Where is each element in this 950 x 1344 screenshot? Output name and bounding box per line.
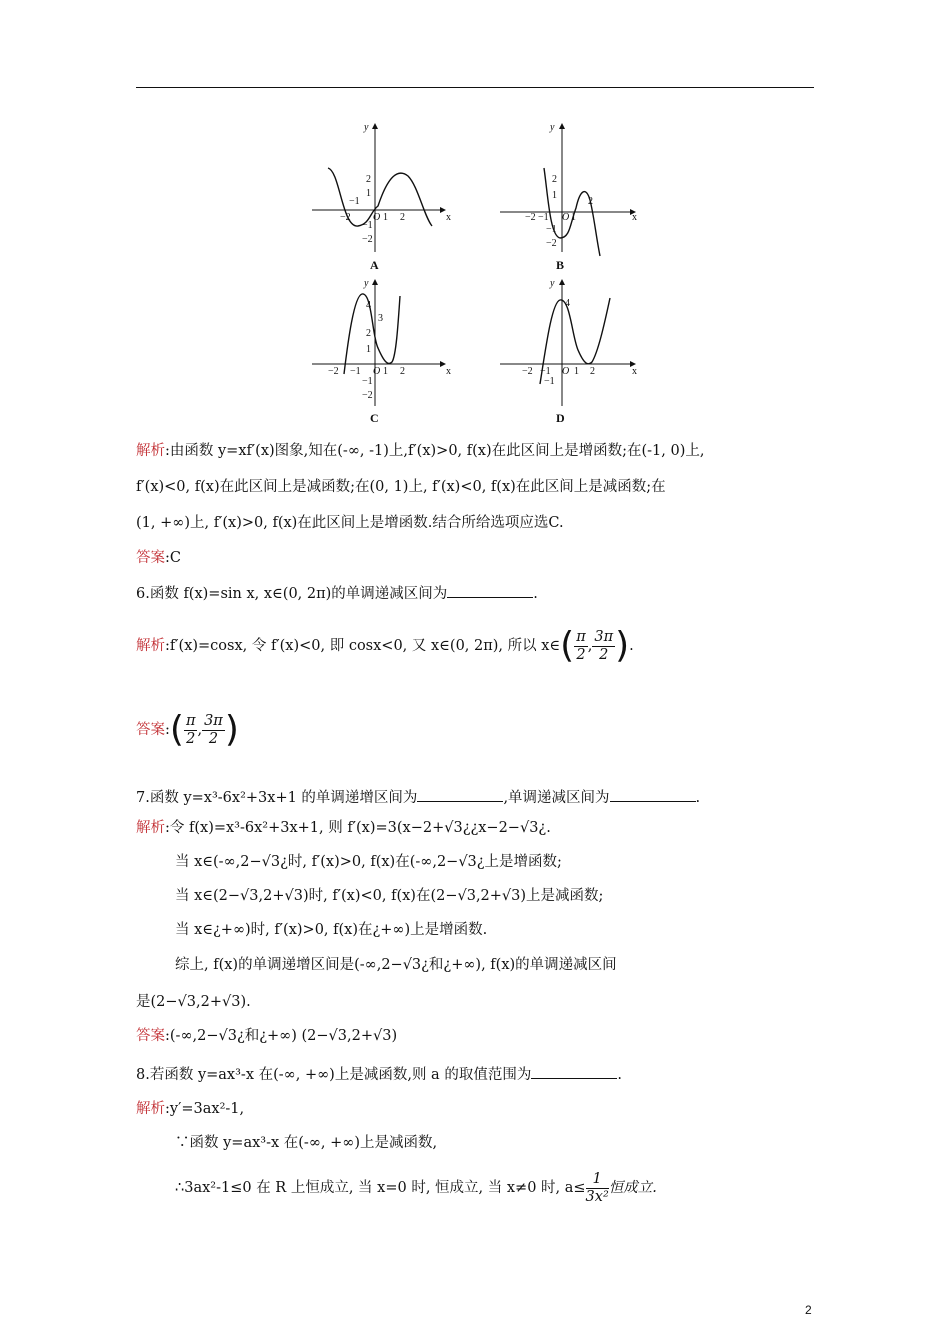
answer-label: 答案 [136, 722, 165, 738]
tick-x-neg2-b: −2 [525, 212, 536, 223]
tick-x-1-a: 1 [383, 212, 388, 223]
q8-question-text: 8.若函数 y=ax³-x 在(-∞, +∞)上是减函数,则 a 的取值范围为 [136, 1067, 532, 1083]
answer-blank [417, 787, 503, 802]
origin-a: O [373, 212, 381, 223]
tick-x-2-b: 2 [588, 196, 593, 207]
q5-jiexi-line3: (1, +∞)上, f′(x)>0, f(x)在此区间上是增函数.结合所给选项应选C. [136, 515, 564, 531]
tick-y-neg1-d: −1 [544, 376, 555, 387]
q5-text-1: :由函数 y=xf′(x)图象,知在(-∞, -1)上,f′(x)>0, f(x)在此区间上是增函数;在(-1, 0)上, [165, 443, 705, 459]
option-graphs [300, 116, 650, 428]
q8-question: 8.若函数 y=ax³-x 在(-∞, +∞)上是减函数,则 a 的取值范围为 . [136, 1064, 622, 1085]
tick-x-neg1-b: −1 [538, 212, 549, 223]
q8-jiexi-line1 [136, 1099, 244, 1119]
tick-y-1-b: 1 [552, 190, 557, 201]
fraction: $\frac{\pi}{2}$ [185, 712, 196, 747]
tick-x-neg2-a: −2 [340, 212, 351, 223]
tick-y-2-b: 2 [552, 174, 557, 185]
tick-y-2-a: 2 [366, 174, 371, 185]
axis-y-label-a: y [364, 122, 369, 133]
tick-y-neg2-b: −2 [546, 238, 557, 249]
jiexi-label: 解析 [136, 1101, 165, 1117]
q7-jiexi-text-1: :令 f(x)=x³-6x²+3x+1, 则 f′(x)=3(x−2+√3¿¿x−2−√3¿. [165, 820, 551, 836]
page-number: 2 [805, 1303, 812, 1317]
origin-b: O [562, 212, 570, 223]
axis-y-label-c: y [364, 278, 369, 289]
tick-y-neg2-a: −2 [362, 234, 373, 245]
tick-y-neg1-c: −1 [362, 376, 373, 387]
q8-jiexi-line3 [175, 1168, 657, 1208]
axis-y-label-b: y [550, 122, 555, 133]
tick-x-2-d: 2 [590, 366, 595, 377]
tick-y-neg2-c: −2 [362, 390, 373, 401]
option-label-d: D [556, 411, 565, 425]
q7-jiexi-line4: 当 x∈¿+∞)时, f′(x)>0, f(x)在¿+∞)上是增函数. [175, 922, 488, 938]
header-rule [136, 87, 814, 88]
tick-x-1-d: 1 [574, 366, 579, 377]
tick-x-neg2-d: −2 [522, 366, 533, 377]
q6-jiexi: 解析:f′(x)=cosx, 令 f′(x)<0, 即 cosx<0, 又 x∈(0, 2π), 所以 x∈( $\frac{\pi}{2}$ , $\frac{3\pi}{2}$ ). [136, 625, 634, 666]
q7-answer-value: :(-∞,2−√3¿和¿+∞) (2−√3,2+√3) [165, 1028, 398, 1044]
axis-x-label-c: x [446, 366, 451, 377]
tick-x-1-c: 1 [383, 366, 388, 377]
tick-x-1-b: 1 [571, 212, 576, 223]
origin-d: O [562, 366, 570, 377]
q5-jiexi-line2: f′(x)<0, f(x)在此区间上是减函数;在(0, 1)上, f′(x)<0, f(x)在此区间上是减函数;在 [136, 479, 666, 495]
answer-label: 答案 [136, 550, 165, 566]
q7-jiexi-line1 [136, 818, 551, 838]
q6-answer: 答案:( $\frac{\pi}{2}$ , $\frac{3\pi}{2}$ ) [136, 709, 239, 750]
tick-x-2-c: 2 [400, 366, 405, 377]
q7-jiexi-line3: 当 x∈(2−√3,2+√3)时, f′(x)<0, f(x)在(2−√3,2+√3)上是减函数; [175, 888, 604, 904]
fraction: $\frac{3\pi}{2}$ [204, 712, 223, 747]
graph-d [500, 278, 637, 425]
tick-y-neg1-b: −1 [546, 224, 557, 235]
q8-jiexi-text-3: ∴3ax²-1≤0 在 R 上恒成立, 当 x=0 时, 恒成立, 当 x≠0 时, a≤ [175, 1180, 586, 1196]
q7-question-b: ,单调递减区间为 [503, 790, 610, 806]
q7-jiexi-line5: 综上, f(x)的单调递增区间是(-∞,2−√3¿和¿+∞), f(x)的单调递减区间 [175, 957, 617, 973]
tick-y-3-c: 3 [378, 313, 383, 324]
jiexi-label: 解析 [136, 820, 165, 836]
graph-b [500, 122, 637, 272]
q6-question-text: 6.函数 f(x)=sin x, x∈(0, 2π)的单调递减区间为 [136, 586, 448, 602]
option-label-a: A [370, 258, 379, 272]
graph-a [312, 122, 451, 272]
graph-c [312, 278, 451, 425]
origin-c: O [373, 366, 381, 377]
answer-label: 答案 [136, 1028, 165, 1044]
fraction: $\frac{\pi}{2}$ [576, 628, 586, 663]
tick-y-2-c: 2 [366, 328, 371, 339]
tick-y-1-a: 1 [366, 188, 371, 199]
q7-jiexi-line6: 是(2−√3,2+√3). [136, 994, 251, 1010]
q6-question-end: . [533, 586, 538, 602]
q7-jiexi-line2: 当 x∈(-∞,2−√3¿时, f′(x)>0, f(x)在(-∞,2−√3¿上是增函数; [175, 854, 562, 870]
tick-y-4-c: 4 [366, 300, 371, 311]
option-label-b: B [556, 258, 565, 272]
fraction: $\frac{3\pi}{2}$ [594, 628, 614, 663]
q7-question: 7.函数 y=x³-6x²+3x+1 的单调递增区间为 ,单调递减区间为 . [136, 787, 700, 808]
axis-x-label-d: x [632, 366, 637, 377]
jiexi-label: 解析 [136, 443, 165, 459]
tick-x-neg1-d: −1 [540, 366, 551, 377]
q5-answer [136, 548, 181, 568]
axis-y-label-d: y [550, 278, 555, 289]
tick-x-neg1-top-a: −1 [349, 196, 360, 207]
answer-blank [447, 583, 533, 598]
jiexi-label: 解析 [136, 638, 165, 654]
answer-blank [610, 787, 696, 802]
tick-x-2-a: 2 [400, 212, 405, 223]
q5-jiexi-line1 [136, 441, 705, 461]
answer-blank [531, 1064, 617, 1079]
option-label-c: C [370, 411, 379, 425]
q5-answer-value: :C [165, 550, 181, 566]
tick-y-neg1-a: −1 [362, 220, 373, 231]
tick-y-1-c: 1 [366, 344, 371, 355]
fraction: $\frac{1}{\text{3x²}}$ [585, 1170, 609, 1205]
q8-jiexi-end: 恒成立. [608, 1180, 657, 1196]
q7-question-a: 7.函数 y=x³-6x²+3x+1 的单调递增区间为 [136, 790, 418, 806]
q6-jiexi-text: :f′(x)=cosx, 令 f′(x)<0, 即 cosx<0, 又 x∈(0, 2π), 所以 x∈ [165, 638, 561, 654]
tick-y-4-d: 4 [565, 298, 570, 309]
q7-answer [136, 1026, 397, 1046]
q8-jiexi-line2: ∵函数 y=ax³-x 在(-∞, +∞)上是减函数, [175, 1135, 438, 1151]
tick-x-neg2-c: −2 [328, 366, 339, 377]
q8-jiexi-text-1: :y′=3ax²-1, [165, 1101, 245, 1117]
q6-question [136, 583, 538, 604]
axis-x-label-b: x [632, 212, 637, 223]
axis-x-label-a: x [446, 212, 451, 223]
tick-x-neg1-c: −1 [350, 366, 361, 377]
